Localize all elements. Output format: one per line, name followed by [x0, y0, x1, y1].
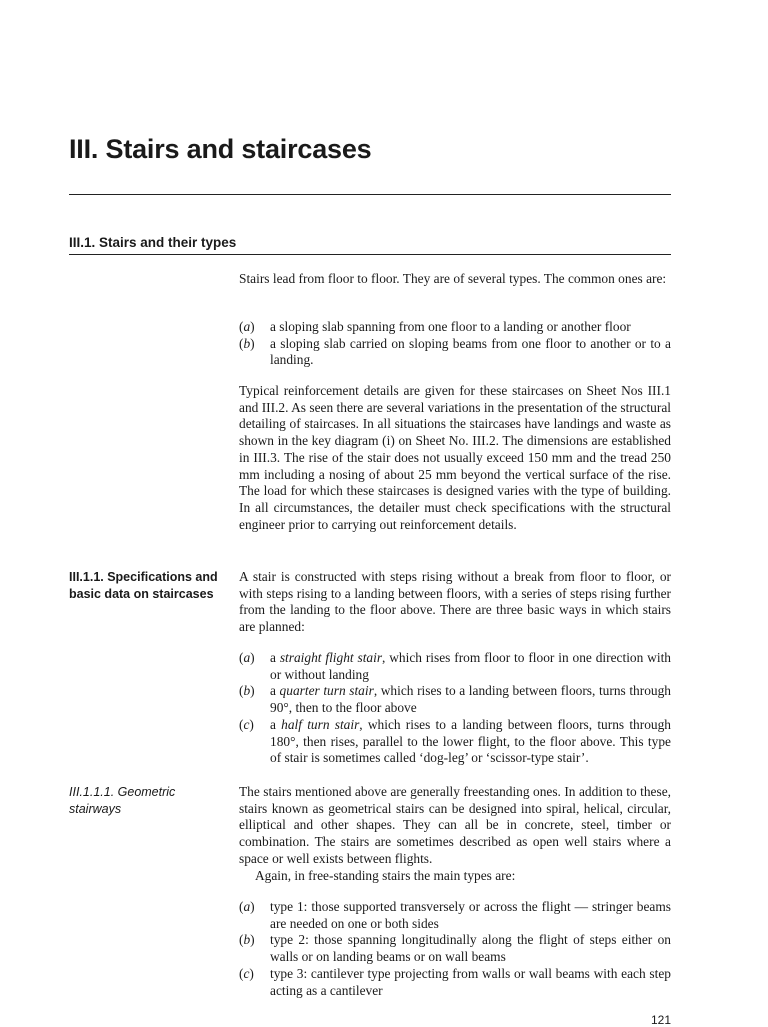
- list-marker: (a): [239, 650, 255, 665]
- list-marker: (c): [239, 716, 254, 732]
- geometric-heading: III.1.1.1. Geometric stairways: [69, 785, 176, 816]
- list-marker: (c): [239, 965, 254, 981]
- list-marker: (b): [239, 932, 255, 948]
- list-item: (b) a quarter turn stair, which rises to a landing between floors, turns through 90°, then to the floor above: [239, 683, 671, 716]
- page-number: 121: [651, 1013, 672, 1027]
- section-title: III.1. Stairs and their types: [69, 235, 237, 250]
- list-item: (c) type 3: cantilever type projecting from walls or wall beams with each step acting as a cantilever: [239, 965, 671, 998]
- section-rule: [69, 254, 671, 255]
- specs-heading: III.1.1. Specifications and basic data on staircases: [69, 570, 218, 601]
- list-item: (a) a straight flight stair, which rises from floor to floor in one direction with or without landing: [239, 650, 671, 682]
- geometric-paragraph-1: The stairs mentioned above are generally freestanding ones. In addition to these, stairs known as geometrical stairs can be designed into spiral, helical, circular, elliptical and other shapes. They can all be in concrete, steel, timber or combination. The stairs are sometimes described as open well stairs where a space or well exists between flights.: [239, 784, 671, 866]
- intro-list: [239, 319, 671, 369]
- list-marker: (b): [239, 683, 255, 699]
- geometric-paragraph-2: Again, in free-standing stairs the main types are:: [255, 868, 516, 883]
- list-item: (c) a half turn stair, which rises to a landing between floors, turns through 180°, then rises, parallel to the lower flight, to the floor above. This type of stair is sometimes called ‘dog-leg’ or ‘scissor-type stair’.: [239, 716, 671, 766]
- list-marker: (b): [239, 335, 255, 351]
- list-marker: (a): [239, 319, 255, 334]
- specs-paragraph: A stair is constructed with steps rising without a break from floor to floor, or with steps rising to a landing between floors, with a series of steps rising further from the landing to the floor above. There are three basic ways in which stairs are planned:: [239, 569, 671, 635]
- list-item: (b) type 2: those spanning longitudinally along the flight of steps either on walls or on landing beams or on wall beams: [239, 932, 671, 965]
- intro-paragraph-2: Typical reinforcement details are given for these staircases on Sheet Nos III.1 and III.2. As seen there are several variations in the presentation of the structural detailing of staircases. In all situations the staircases have landings and waste as shown in the key diagram (i) on Sheet No. III.2. The dimensions are established in III.3. The rise of the stair does not usually exceed 150 mm and the tread 250 mm including a nosing of about 25 mm beyond the vertical surface of the rise. The load for which these staircases is designed varies with the type of building. In all circumstances, the detailer must check specifications with the structural engineer prior to carrying out reinforcement details.: [239, 383, 671, 532]
- list-item: (a) type 1: those supported transversely or across the flight — stringer beams are needed on one or both sides: [239, 899, 671, 931]
- list-marker: (a): [239, 899, 255, 914]
- list-item: (b) a sloping slab carried on sloping beams from one floor to another or to a landing.: [239, 335, 671, 368]
- intro-paragraph-1: Stairs lead from floor to floor. They are of several types. The common ones are:: [239, 271, 667, 286]
- specs-list: [239, 650, 671, 767]
- list-item: (a) a sloping slab spanning from one floor to a landing or another floor: [239, 319, 631, 334]
- chapter-rule: [69, 194, 671, 195]
- geometric-list: [239, 899, 671, 999]
- chapter-title: III. Stairs and staircases: [69, 134, 372, 164]
